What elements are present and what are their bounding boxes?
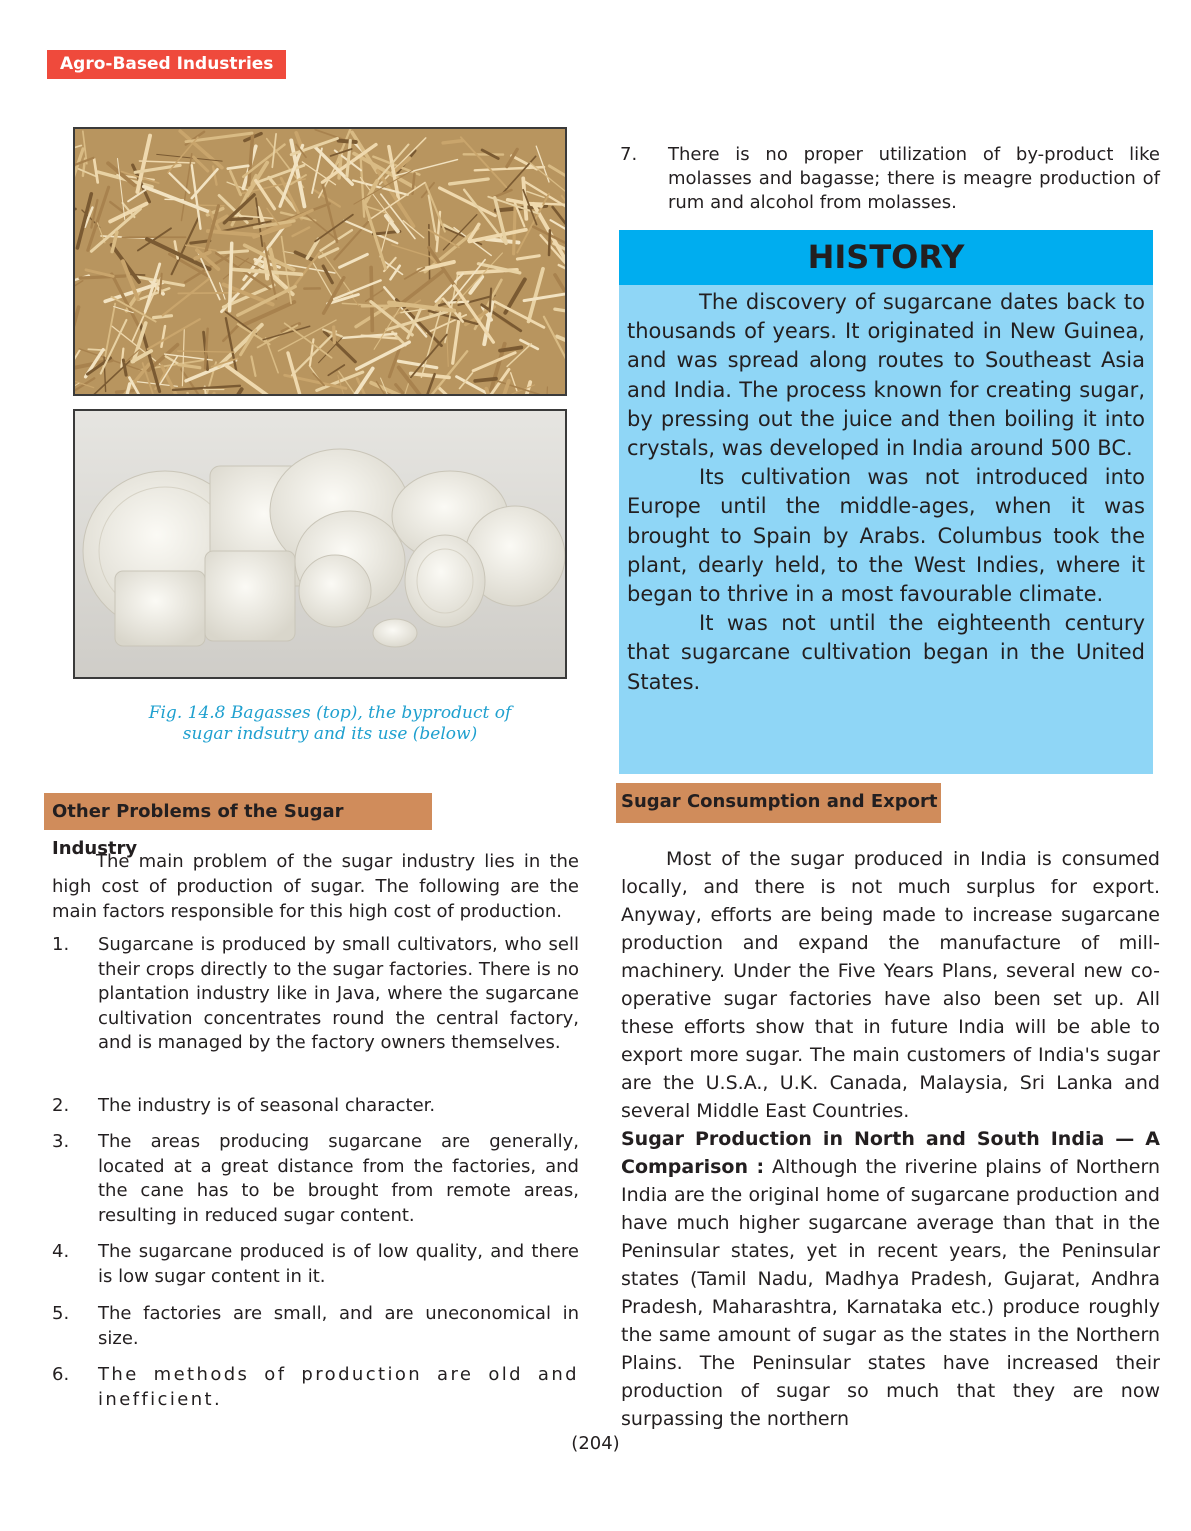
fibre-strand [371,267,372,330]
consumption-paragraph: Most of the sugar produced in India is consumed locally, and there is not much surplus for export. Anyway, efforts are being made to increase sugarcane production and expand the manufacture of mill-machinery. Under the Five Years Plans, several new co-operative sugar factories have also been set up. All these efforts show that in future India will be able to export more sugar. The main customers of India's sugar are the U.S.A., U.K. Canada, Malaysia, Sri Lanka and several Middle East Countries. [621,848,1160,1122]
fibre-strand [230,218,252,219]
bagasse-image [73,127,567,396]
fibre-strand [334,327,335,343]
page-number: (204) [571,1433,620,1454]
history-box [619,230,1153,774]
history-body [627,288,1145,697]
fibre-strand [443,141,462,143]
fibre-strand [429,225,430,281]
fibre-strand [339,141,356,142]
comparison-title: Sugar Production in North and South India — A Comparison : [621,1128,1160,1178]
fibre-strand [178,293,236,294]
problems-intro: The main problem of the sugar industry lies in the high cost of production of sugar. The following are the main factors responsible for this high cost of production. [52,851,579,922]
comparison-text: Although the riverine plains of Northern India are the original home of sugarcane production and have much higher sugarcane average than that in the Peninsular states, yet in recent years, the Peninsular states (Tamil Nadu, Madhya Pradesh, Gujarat, Andhra Pradesh, Maharashtra, Karnataka etc.) produce roughly the same amount of sugar as the states in the Northern Plains. The Peninsular states have increased their production of sugar so much that they are now surpassing the northern [621,1156,1160,1430]
comparison-paragraph [621,1125,1160,1433]
fibre-strand [514,203,516,254]
caption-line-1: Fig. 14.8 Bagasses (top), the byproduct of [148,703,512,723]
consumption-heading: Sugar Consumption and Export [616,783,941,823]
fibre-strand [230,243,232,311]
fibre-strand [490,289,492,312]
fibre-strand [475,379,496,381]
history-paragraph: It was not until the eighteenth century that sugarcane cultivation began in the United States. [627,611,1145,694]
history-paragraph: Its cultivation was not introduced into Europe until the middle-ages, when it was brought to Spain by Arabs. Columbus took the plant, dearly held, to the West Indies, where it began to thrive in a most favourable climate. [627,465,1145,607]
history-paragraph: The discovery of sugarcane dates back to thousands of years. It originated in New Guinea, and was spread along routes to Southeast Asia and India. The process known for creating sugar, by pressing out the juice and then boiling it into crystals, was developed in India around 500 BC. [627,290,1145,461]
bagasse-tableware-image [73,409,567,679]
fibre-strand [549,230,550,255]
fibre-strand [80,276,124,278]
caption-line-2: sugar indsutry and its use (below) [182,724,478,744]
history-title: HISTORY [619,230,1153,285]
section-tag: Agro-Based Industries [47,50,286,79]
figure-caption [90,703,570,745]
other-problems-heading: Other Problems of the Sugar Industry [44,793,432,830]
